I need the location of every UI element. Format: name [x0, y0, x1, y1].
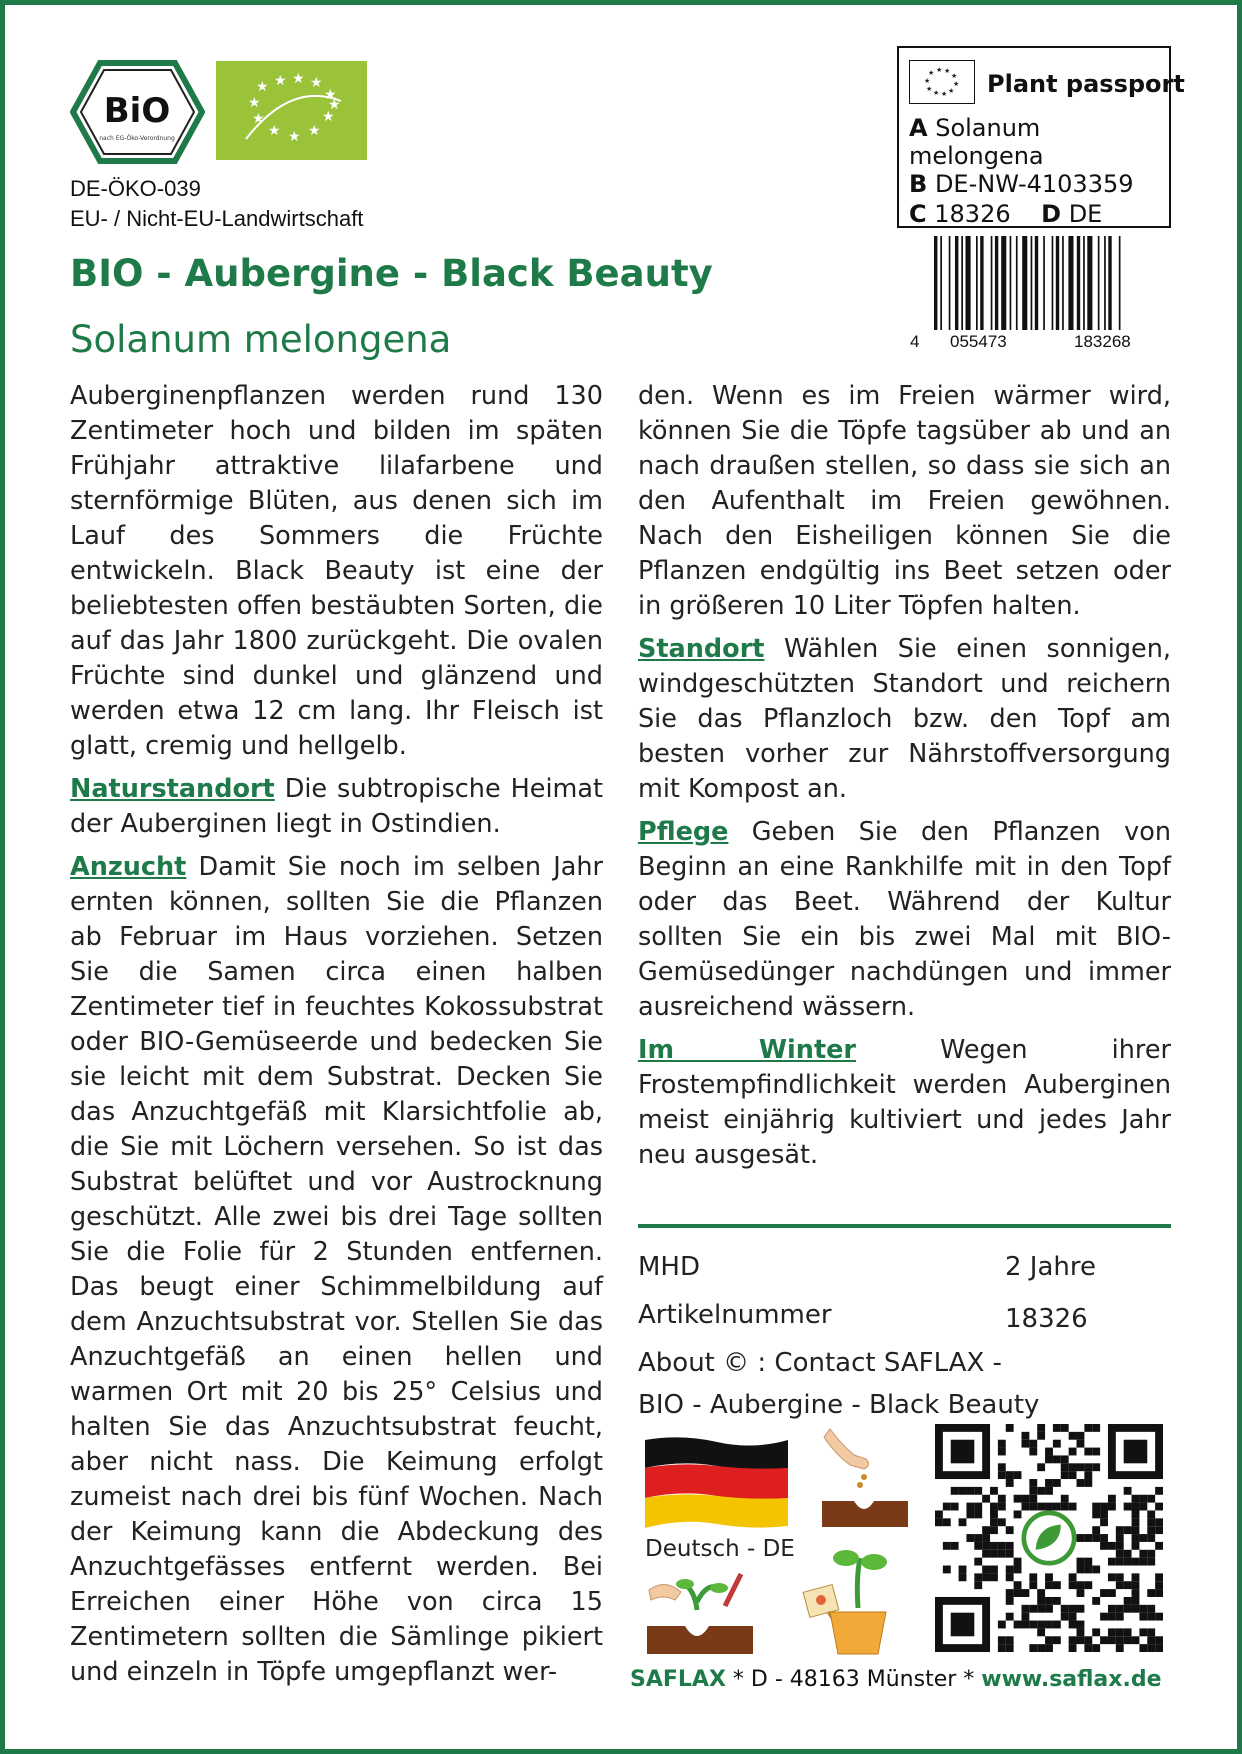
- winter-heading: Im Winter: [638, 1035, 857, 1065]
- svg-text:★: ★: [944, 67, 951, 75]
- svg-text:★: ★: [928, 69, 935, 77]
- eu-flag-icon: [909, 60, 975, 104]
- mhd-value: 2 Jahre: [1005, 1252, 1096, 1282]
- footer-url[interactable]: www.saflax.de: [981, 1667, 1162, 1692]
- pflege-paragraph: Pflege Geben Sie den Pflanzen von Beginn an eine Rankhilfe mit in den Topf oder das Beet. Während der Kultur sollten Sie ein bis zwei Mal mit BIO-Gemüsedünger nachdüngen und immer ausreichend wässern.: [638, 817, 1171, 1022]
- svg-text:★: ★: [936, 66, 943, 74]
- svg-text:★: ★: [328, 97, 341, 113]
- potted-plant-icon: [800, 1548, 900, 1656]
- svg-text:★: ★: [322, 109, 335, 125]
- pflege-heading: Pflege: [638, 817, 729, 847]
- svg-text:★: ★: [308, 123, 321, 139]
- svg-text:★: ★: [941, 90, 948, 98]
- winter-paragraph: Im Winter Wegen ihrer Frostempfindlichkeit werden Auberginen meist einjährig kultiviert und jedes Jahr neu ausgesät.: [638, 1035, 1171, 1170]
- barcode-digit-prefix: 4: [910, 332, 920, 351]
- bio-seal-logo: [70, 60, 205, 164]
- svg-text:★: ★: [926, 85, 933, 93]
- qr-code[interactable]: [935, 1424, 1163, 1652]
- description-left-column: [70, 379, 603, 1698]
- passport-heading: Plant passport: [987, 70, 1185, 98]
- mhd-label: MHD: [638, 1252, 701, 1282]
- svg-text:★: ★: [953, 80, 960, 88]
- svg-text:★: ★: [324, 87, 337, 103]
- barcode-digits-left: 055473: [950, 332, 1007, 351]
- svg-text:nach EG-Öko-Verordnung: nach EG-Öko-Verordnung: [99, 135, 175, 142]
- plant-passport: [897, 46, 1185, 228]
- eu-leaf-stars-icon: [216, 61, 367, 160]
- organic-control-code: DE-ÖKO-039: [70, 176, 201, 201]
- german-flag-icon: [645, 1434, 788, 1530]
- ean-barcode: [930, 236, 1170, 340]
- agriculture-origin: EU- / Nicht-EU-Landwirtschaft: [70, 206, 364, 231]
- naturstandort-heading: Naturstandort: [70, 774, 275, 804]
- svg-text:★: ★: [292, 71, 305, 87]
- footer: [630, 1667, 1162, 1692]
- about-product: BIO - Aubergine - Black Beauty: [638, 1390, 1040, 1420]
- passport-line-b: B DE-NW-4103359: [909, 170, 1134, 198]
- anzucht-continued: den. Wenn es im Freien wärmer wird, können Sie die Töpfe tagsüber ab und an nach draußen stellen, so dass sie sich an den Aufenthalt im Freien gewöhnen. Nach den Eisheiligen können Sie die Pflanzen endgültig ins Beet setzen oder in größeren 10 Liter Töpfen halten.: [638, 381, 1171, 621]
- artikel-label: Artikelnummer: [638, 1300, 832, 1330]
- passport-line-a: A Solanum: [909, 114, 1041, 142]
- anzucht-heading: Anzucht: [70, 852, 187, 882]
- svg-text:BiO: BiO: [103, 91, 171, 131]
- eu-organic-logo: [216, 61, 367, 160]
- svg-text:★: ★: [248, 95, 261, 111]
- barcode-digits-right: 183268: [1074, 332, 1131, 351]
- latin-name: Solanum melongena: [70, 318, 452, 361]
- anzucht-paragraph: Anzucht Damit Sie noch im selben Jahr ernten können, sollten Sie die Pflanzen ab Februar im Haus vorziehen. Setzen Sie die Samen circa einen halben Zentimeter tief in feuchtes Kokossubstrat oder BIO-Gemüseerde und bedecken Sie sie leicht mit dem Substrat. Decken Sie das Anzuchtgefäß mit Klarsichtfolie ab, die Sie mit Löchern versehen. So ist das Substrat belüftet und vor Austrocknung geschützt. Alle zwei bis drei Tage sollten Sie die Folie für 2 Stunden entfernen. Das beugt einer Schimmelbildung auf dem Anzuchtsubstrat vor. Stellen Sie das Anzuchtgefäß an einen hellen und warmen Ort mit 20 bis 25° Celsius und halten Sie das Anzuchtsubstrat feucht, aber nicht nass. Die Keimung erfolgt zumeist nach drei bis fünf Wochen. Nach der Keimung kann die Abdeckung des Anzuchtgefässes entfernt werden. Bei Erreichen einer Höhe von circa 15 Zentimetern sollten die Sämlinge pikiert und einzeln in Töpfe umgepflanzt wer-: [70, 852, 603, 1687]
- about-contact: About © : Contact SAFLAX -: [638, 1348, 1002, 1378]
- svg-text:★: ★: [274, 73, 287, 89]
- svg-text:★: ★: [310, 75, 323, 91]
- svg-text:★: ★: [924, 77, 931, 85]
- sowing-hand-icon: [820, 1425, 910, 1530]
- svg-text:★: ★: [933, 89, 940, 97]
- planting-seedling-icon: [645, 1570, 755, 1656]
- product-title: BIO - Aubergine - Black Beauty: [70, 252, 713, 295]
- description-right-column: [638, 379, 1171, 1181]
- standort-heading: Standort: [638, 634, 765, 664]
- svg-text:★: ★: [288, 129, 301, 145]
- artikel-value: 18326: [1005, 1304, 1088, 1334]
- passport-line-cd: C 18326 D DE: [909, 200, 1103, 228]
- svg-text:★: ★: [268, 123, 281, 139]
- certification-info: [70, 174, 363, 234]
- svg-text:★: ★: [256, 79, 269, 95]
- standort-paragraph: Standort Wählen Sie einen sonnigen, windgeschützten Standort und reichern Sie das Pflanzloch bzw. den Topf am besten vorher zur Nährstoffversorgung mit Kompost an.: [638, 634, 1171, 804]
- divider: [638, 1224, 1171, 1228]
- svg-text:★: ★: [951, 72, 958, 80]
- intro-paragraph: Auberginenpflanzen werden rund 130 Zentimeter hoch und bilden im späten Frühjahr attraktive lilafarbene und sternförmige Blüten, aus denen sich im Lauf des Sommers die Früchte entwickeln. Black Beauty ist eine der beliebtesten offen bestäubten Sorten, die auf das Jahr 1800 zurückgeht. Die ovalen Früchte sind dunkel und glänzend und werden etwa 12 cm lang. Ihr Fleisch ist glatt, cremig und hellgelb.: [70, 381, 603, 761]
- language-label: Deutsch - DE: [645, 1536, 795, 1562]
- footer-brand: SAFLAX: [630, 1667, 726, 1692]
- svg-text:★: ★: [252, 111, 265, 127]
- footer-address: * D - 48163 Münster *: [725, 1667, 982, 1692]
- passport-line-a2: melongena: [909, 142, 1044, 170]
- svg-text:★: ★: [948, 87, 955, 95]
- naturstandort-paragraph: Naturstandort Die subtropische Heimat der Auberginen liegt in Ostindien.: [70, 774, 603, 839]
